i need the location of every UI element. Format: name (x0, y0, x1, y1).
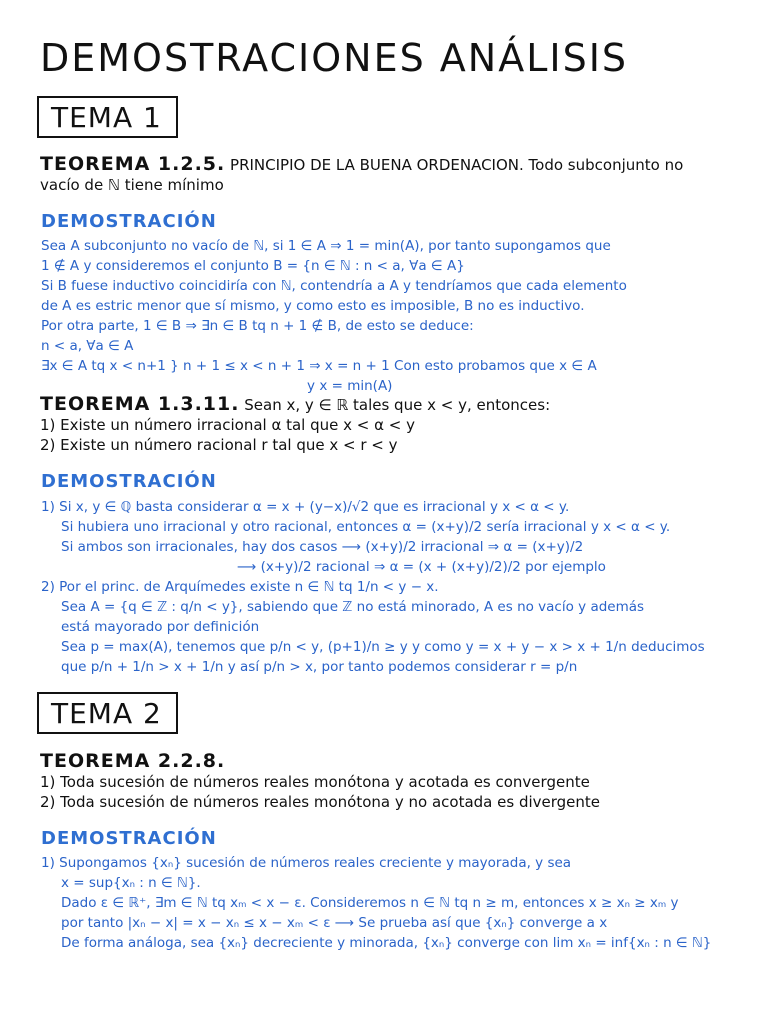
demo-line: De forma análoga, sea {xₙ} decreciente y minorada, {xₙ} converge con lim xₙ = inf{xₙ : n ∈ ℕ} (61, 935, 712, 951)
demo-line: está mayorado por definición (61, 619, 260, 635)
demo-line: x = sup{xₙ : n ∈ ℕ}. (61, 875, 201, 891)
demo-line: 2) Por el princ. de Arquímedes existe n ∈ ℕ tq 1/n < y − x. (41, 579, 439, 595)
theorem-item: 2) Toda sucesión de números reales monótona y no acotada es divergente (40, 793, 601, 811)
theorem-text: vacío de ℕ tiene mínimo (40, 176, 224, 194)
demo-line: Sea A = {q ∈ ℤ : q/n < y}, sabiendo que ℤ no está minorado, A es no vacío y además (61, 599, 645, 615)
demo-heading-2: DEMOSTRACIÓN (41, 471, 217, 492)
demo-line: Sea A subconjunto no vacío de ℕ, si 1 ∈ A ⇒ 1 = min(A), por tanto supongamos que (41, 238, 611, 254)
demo-line: ⟶ (x+y)/2 racional ⇒ α = (x + (x+y)/2)/2 por ejemplo (61, 559, 606, 575)
demo-line: 1) Si x, y ∈ ℚ basta considerar α = x + (y−x)/√2 que es irracional y x < α < y. (41, 499, 570, 515)
theorem-1-2-5 (40, 154, 738, 195)
demo-line: Sea p = max(A), tenemos que p/n < y, (p+1)/n ≥ y y como y = x + y − x > x + 1/n deducimos (61, 639, 705, 655)
demo-line: y x = min(A) (41, 378, 393, 394)
demo-body-1 (41, 236, 744, 396)
tema-2-box: TEMA 2 (37, 692, 178, 734)
demo-line: que p/n + 1/n > x + 1/n y así p/n > x, por tanto podemos considerar r = p/n (61, 659, 578, 675)
theorem-item: 1) Existe un número irracional α tal que x < α < y (40, 416, 415, 434)
demo-heading-1: DEMOSTRACIÓN (41, 211, 217, 232)
theorem-text: PRINCIPIO DE LA BUENA ORDENACION. Todo subconjunto no (230, 156, 684, 174)
demo-heading-3: DEMOSTRACIÓN (41, 828, 217, 849)
theorem-2-2-8 (40, 751, 738, 812)
demo-line: por tanto |xₙ − x| = x − xₙ ≤ x − xₘ < ε ⟶ Se prueba así que {xₙ} converge a x (61, 915, 608, 931)
demo-line: Por otra parte, 1 ∈ B ⇒ ∃n ∈ B tq n + 1 ∉ B, de esto se deduce: (41, 318, 474, 334)
demo-line: Si ambos son irracionales, hay dos casos ⟶ (x+y)/2 irracional ⇒ α = (x+y)/2 (61, 539, 584, 555)
theorem-1-3-11 (40, 394, 738, 455)
demo-line: ∃x ∈ A tq x < n+1 } n + 1 ≤ x < n + 1 ⇒ x = n + 1 Con esto probamos que x ∈ A (41, 358, 597, 374)
theorem-label: TEOREMA 1.3.11. (40, 394, 240, 415)
demo-body-3 (41, 853, 744, 953)
demo-line: Si hubiera uno irracional y otro racional, entonces α = (x+y)/2 sería irracional y x < α < y. (61, 519, 671, 535)
theorem-text: Sean x, y ∈ ℝ tales que x < y, entonces: (244, 396, 551, 414)
theorem-label: TEOREMA 1.2.5. (40, 154, 226, 175)
theorem-item: 2) Existe un número racional r tal que x < r < y (40, 436, 398, 454)
demo-line: 1) Supongamos {xₙ} sucesión de números reales creciente y mayorada, y sea (41, 855, 572, 871)
demo-line: Dado ε ∈ ℝ⁺, ∃m ∈ ℕ tq xₘ < x − ε. Consideremos n ∈ ℕ tq n ≥ m, entonces x ≥ xₙ ≥ xₘ y (61, 895, 679, 911)
tema-1-box: TEMA 1 (37, 96, 178, 138)
theorem-item: 1) Toda sucesión de números reales monótona y acotada es convergente (40, 773, 590, 791)
demo-line: de A es estric menor que sí mismo, y como esto es imposible, B no es inductivo. (41, 298, 585, 314)
page-title: DEMOSTRACIONES ANÁLISIS (40, 36, 629, 80)
demo-line: 1 ∉ A y consideremos el conjunto B = {n ∈ ℕ : n < a, ∀a ∈ A} (41, 258, 465, 274)
demo-body-2 (41, 497, 744, 677)
demo-line: Si B fuese inductivo coincidiría con ℕ, contendría a A y tendríamos que cada elemento (41, 278, 627, 294)
demo-line: n < a, ∀a ∈ A (41, 338, 134, 354)
theorem-label: TEOREMA 2.2.8. (40, 751, 226, 772)
